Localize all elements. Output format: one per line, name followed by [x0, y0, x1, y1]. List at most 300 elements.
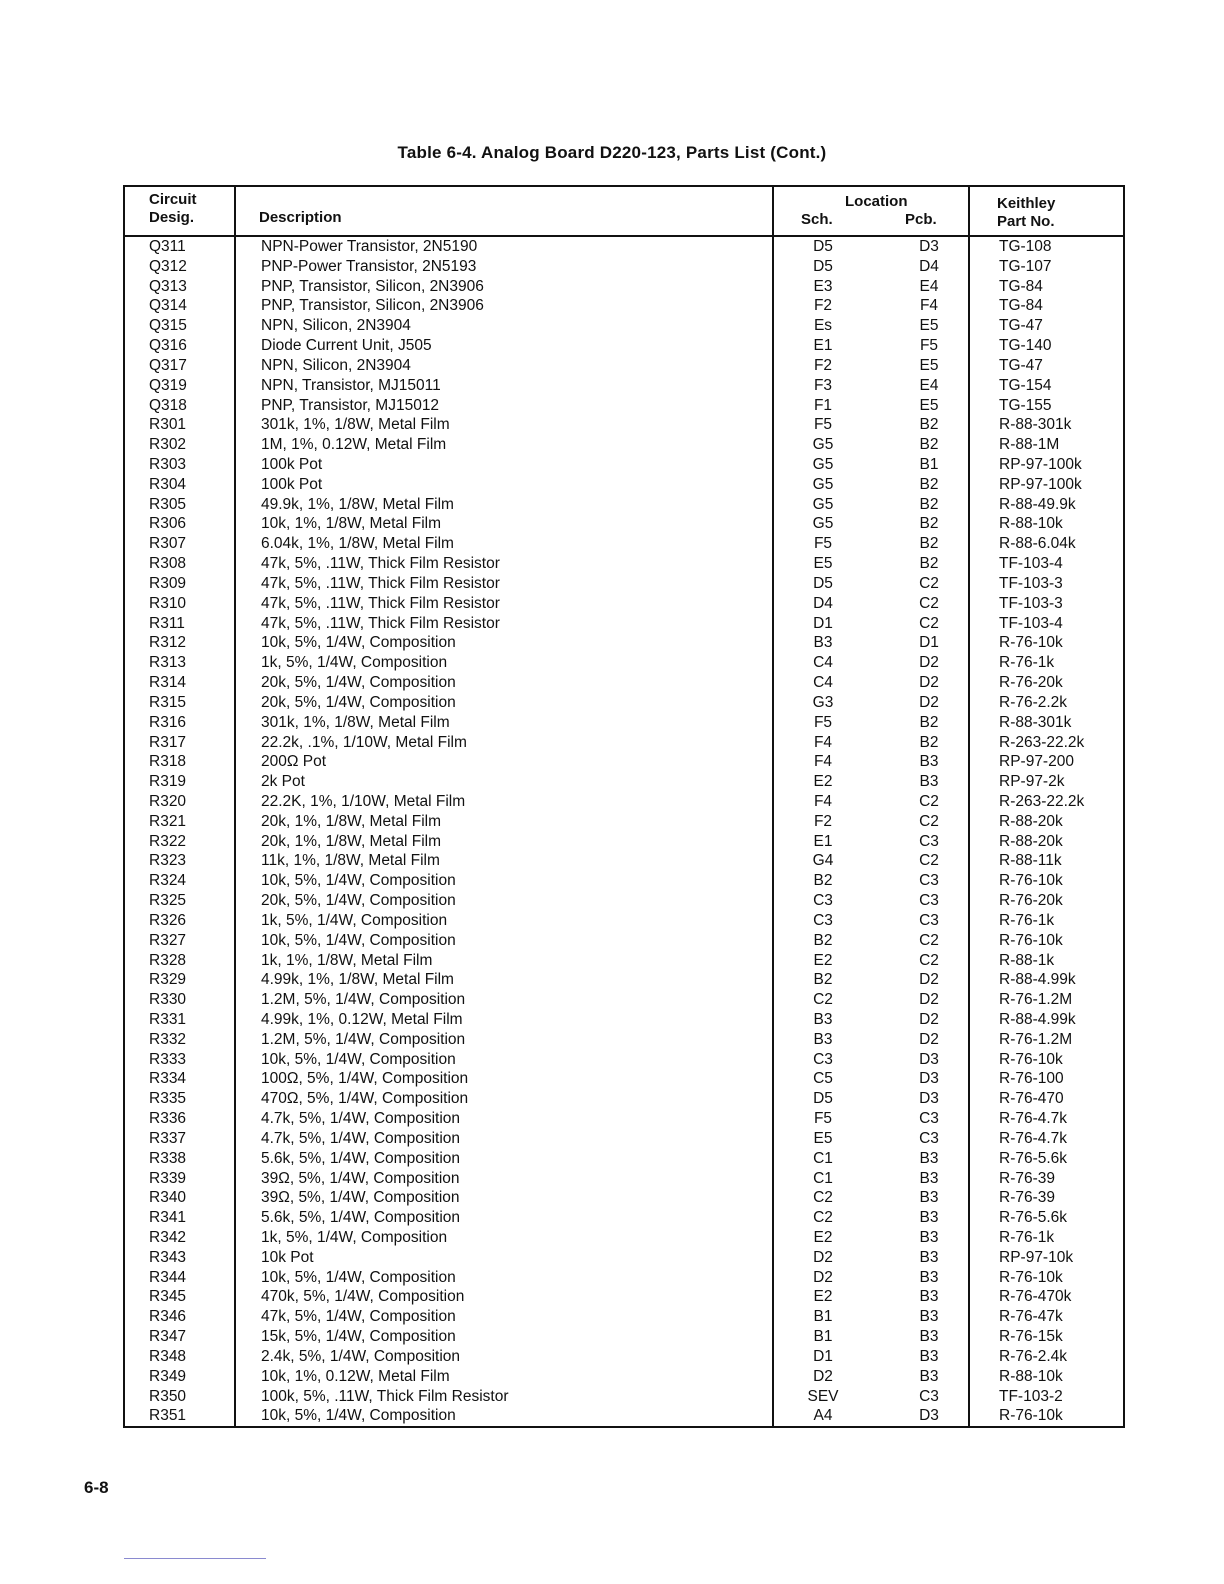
- keithley-part-no: R-76-2.4k: [999, 1347, 1068, 1365]
- keithley-part-no: R-76-100: [999, 1070, 1064, 1088]
- keithley-part-no: R-76-2.2k: [999, 693, 1068, 711]
- table-row: [125, 653, 1123, 673]
- table-row: [125, 792, 1123, 812]
- table-row: [125, 1069, 1123, 1089]
- part-description: 11k, 1%, 1/8W, Metal Film: [261, 852, 440, 870]
- circuit-designation: R326: [149, 911, 187, 929]
- circuit-designation: R339: [149, 1169, 187, 1187]
- keithley-part-no: R-76-10k: [999, 1268, 1063, 1286]
- keithley-part-no: RP-97-10k: [999, 1248, 1074, 1266]
- circuit-designation: R342: [149, 1229, 187, 1246]
- location-pcb: C3: [919, 1129, 939, 1147]
- location-pcb: D2: [919, 1030, 939, 1048]
- location-pcb: E4: [919, 277, 939, 295]
- location-sch: F4: [813, 792, 833, 810]
- part-description: 39Ω, 5%, 1/4W, Composition: [261, 1189, 460, 1207]
- table-row: [125, 1030, 1123, 1050]
- table-title: Table 6-4. Analog Board D220-123, Parts List (Cont.): [397, 143, 827, 162]
- location-pcb: C3: [919, 832, 939, 850]
- footer-rule: [124, 1558, 266, 1559]
- table-row: [125, 1287, 1123, 1307]
- keithley-part-no: R-76-39: [999, 1169, 1055, 1187]
- circuit-designation: R306: [149, 515, 187, 533]
- location-pcb: C3: [919, 911, 939, 929]
- header-part-no: Part No.: [997, 213, 1055, 230]
- location-sch: B3: [813, 1030, 833, 1048]
- location-pcb: D2: [919, 971, 939, 989]
- circuit-designation: R334: [149, 1070, 187, 1088]
- part-description: 100Ω, 5%, 1/4W, Composition: [261, 1070, 469, 1088]
- table-row: [125, 693, 1123, 713]
- keithley-part-no: R-76-47k: [999, 1308, 1063, 1326]
- part-description: 4.99k, 1%, 1/8W, Metal Film: [261, 971, 454, 989]
- location-sch: D5: [813, 257, 833, 275]
- circuit-designation: R331: [149, 1010, 187, 1028]
- location-pcb: B3: [919, 1268, 939, 1286]
- table-row: [125, 633, 1123, 653]
- keithley-part-no: TF-103-3: [999, 574, 1063, 592]
- keithley-part-no: TG-47: [999, 356, 1043, 374]
- keithley-part-no: R-88-1M: [999, 436, 1060, 454]
- table-row: [125, 415, 1123, 435]
- table-row: [125, 1188, 1123, 1208]
- table-row: [125, 871, 1123, 891]
- location-pcb: C2: [919, 594, 939, 612]
- location-sch: D2: [813, 1367, 833, 1385]
- part-description: 22.2K, 1%, 1/10W, Metal Film: [261, 792, 466, 810]
- location-sch: B1: [813, 1328, 833, 1346]
- part-description: 1k, 5%, 1/4W, Composition: [261, 654, 448, 672]
- location-sch: E2: [813, 773, 833, 791]
- part-description: 4.7k, 5%, 1/4W, Composition: [261, 1129, 461, 1147]
- part-description: 20k, 5%, 1/4W, Composition: [261, 892, 456, 910]
- circuit-designation: R327: [149, 931, 187, 949]
- circuit-designation: R301: [149, 416, 187, 434]
- table-row: [125, 1268, 1123, 1288]
- circuit-designation: Q315: [149, 317, 187, 335]
- table-row: [125, 1248, 1123, 1268]
- part-description: PNP, Transistor, MJ15012: [261, 396, 440, 414]
- circuit-designation: R312: [149, 634, 187, 652]
- location-sch: B2: [813, 872, 833, 890]
- header-pcb: Pcb.: [905, 211, 937, 228]
- table-row: [125, 1149, 1123, 1169]
- table-row: [125, 455, 1123, 475]
- circuit-designation: R350: [149, 1387, 187, 1405]
- table-row: [125, 673, 1123, 693]
- table-row: [125, 772, 1123, 792]
- table-row: [125, 752, 1123, 772]
- circuit-designation: R324: [149, 872, 187, 890]
- part-description: 10k, 5%, 1/4W, Composition: [261, 1050, 456, 1068]
- location-pcb: B2: [919, 515, 939, 533]
- location-pcb: B2: [919, 436, 939, 454]
- table-row: [125, 336, 1123, 356]
- table-row: [125, 277, 1123, 297]
- location-sch: D5: [813, 574, 833, 592]
- location-sch: C1: [813, 1169, 833, 1187]
- part-description: 10k, 5%, 1/4W, Composition: [261, 1268, 456, 1286]
- circuit-designation: R351: [149, 1407, 187, 1425]
- location-sch: E1: [813, 832, 833, 850]
- circuit-designation: R336: [149, 1110, 187, 1128]
- table-row: [125, 376, 1123, 396]
- keithley-part-no: R-76-39: [999, 1189, 1055, 1207]
- circuit-designation: R317: [149, 733, 187, 751]
- location-pcb: B3: [919, 1288, 939, 1306]
- circuit-designation: R330: [149, 991, 187, 1009]
- header-description: Description: [259, 209, 342, 226]
- keithley-part-no: RP-97-100k: [999, 456, 1082, 474]
- location-pcb: D1: [919, 634, 939, 652]
- part-description: PNP-Power Transistor, 2N5193: [261, 257, 477, 275]
- keithley-part-no: R-76-10k: [999, 1050, 1063, 1068]
- header-desig: Desig.: [149, 209, 195, 226]
- circuit-designation: Q316: [149, 337, 187, 355]
- table-row: [125, 475, 1123, 495]
- circuit-designation: R332: [149, 1030, 187, 1048]
- location-sch: G5: [812, 456, 834, 474]
- part-description: 4.7k, 5%, 1/4W, Composition: [261, 1110, 461, 1128]
- keithley-part-no: R-76-10k: [999, 634, 1063, 652]
- keithley-part-no: R-263-22.2k: [999, 733, 1085, 751]
- location-pcb: D2: [919, 693, 939, 711]
- circuit-designation: Q312: [149, 257, 187, 275]
- part-description: 49.9k, 1%, 1/8W, Metal Film: [261, 495, 454, 513]
- location-sch: D5: [813, 238, 833, 255]
- part-description: 1k, 1%, 1/8W, Metal Film: [261, 951, 433, 969]
- location-pcb: D2: [919, 674, 939, 692]
- location-sch: G4: [812, 852, 834, 870]
- circuit-designation: R349: [149, 1367, 187, 1385]
- location-pcb: B3: [919, 1149, 939, 1167]
- part-description: 6.04k, 1%, 1/8W, Metal Film: [261, 535, 454, 553]
- part-description: 47k, 5%, .11W, Thick Film Resistor: [261, 574, 500, 592]
- table-row: [125, 1089, 1123, 1109]
- table-row: [125, 1307, 1123, 1327]
- keithley-part-no: RP-97-200: [999, 753, 1074, 771]
- circuit-designation: Q313: [149, 277, 187, 295]
- circuit-designation: R328: [149, 951, 187, 969]
- circuit-designation: R320: [149, 792, 187, 810]
- keithley-part-no: R-76-470: [999, 1090, 1064, 1108]
- part-description: PNP, Transistor, Silicon, 2N3906: [261, 297, 484, 315]
- circuit-designation: R310: [149, 594, 187, 612]
- circuit-designation: R337: [149, 1129, 187, 1147]
- location-pcb: B3: [919, 773, 939, 791]
- part-description: 2.4k, 5%, 1/4W, Composition: [261, 1347, 461, 1365]
- keithley-part-no: R-76-470k: [999, 1288, 1072, 1306]
- location-pcb: C2: [919, 574, 939, 592]
- location-pcb: E5: [919, 396, 939, 414]
- location-pcb: B2: [919, 555, 939, 573]
- keithley-part-no: R-88-301k: [999, 713, 1072, 731]
- part-description: 10k, 5%, 1/4W, Composition: [261, 931, 456, 949]
- table-row: [125, 851, 1123, 871]
- location-sch: B2: [813, 931, 833, 949]
- circuit-designation: R316: [149, 713, 187, 731]
- keithley-part-no: R-88-301k: [999, 416, 1072, 434]
- location-pcb: C3: [919, 1387, 939, 1405]
- table-row: [125, 713, 1123, 733]
- location-pcb: B3: [919, 1308, 939, 1326]
- table-row: [125, 534, 1123, 554]
- keithley-part-no: R-76-1.2M: [999, 991, 1073, 1009]
- location-pcb: B3: [919, 1248, 939, 1266]
- circuit-designation: R325: [149, 892, 187, 910]
- location-sch: G5: [812, 495, 834, 513]
- location-pcb: B3: [919, 1169, 939, 1187]
- location-pcb: E4: [919, 376, 939, 394]
- location-pcb: E5: [919, 317, 939, 335]
- location-sch: D5: [813, 1090, 833, 1108]
- table-row: [125, 1169, 1123, 1189]
- keithley-part-no: R-88-10k: [999, 1367, 1063, 1385]
- keithley-part-no: TG-107: [999, 257, 1052, 275]
- table-row: [125, 237, 1123, 257]
- circuit-designation: R344: [149, 1268, 187, 1286]
- table-row: [125, 1129, 1123, 1149]
- location-sch: Es: [813, 317, 833, 335]
- part-description: Diode Current Unit, J505: [261, 337, 432, 355]
- table-row: [125, 970, 1123, 990]
- location-sch: G5: [812, 475, 834, 493]
- keithley-part-no: R-263-22.2k: [999, 792, 1085, 810]
- location-pcb: B3: [919, 1347, 939, 1365]
- circuit-designation: Q317: [149, 356, 187, 374]
- location-sch: E5: [813, 1129, 833, 1147]
- location-sch: F4: [813, 733, 833, 751]
- location-sch: E3: [813, 277, 833, 295]
- location-pcb: B2: [919, 475, 939, 493]
- location-pcb: D3: [919, 1070, 939, 1088]
- part-description: NPN, Transistor, MJ15011: [261, 376, 441, 394]
- location-pcb: B2: [919, 713, 939, 731]
- location-pcb: C2: [919, 614, 939, 632]
- location-sch: F1: [813, 396, 833, 414]
- location-pcb: C3: [919, 872, 939, 890]
- circuit-designation: R323: [149, 852, 187, 870]
- location-sch: G5: [812, 436, 834, 454]
- location-sch: E5: [813, 555, 833, 573]
- table-row: [125, 1050, 1123, 1070]
- circuit-designation: R341: [149, 1209, 187, 1227]
- parts-table: [123, 185, 1125, 1428]
- location-sch: C3: [813, 911, 833, 929]
- location-pcb: C2: [919, 812, 939, 830]
- part-description: 10k, 5%, 1/4W, Composition: [261, 872, 456, 890]
- keithley-part-no: R-76-1.2M: [999, 1030, 1073, 1048]
- location-pcb: D3: [919, 1090, 939, 1108]
- circuit-designation: R319: [149, 773, 187, 791]
- header-sch: Sch.: [801, 211, 833, 228]
- circuit-designation: R309: [149, 574, 187, 592]
- keithley-part-no: RP-97-100k: [999, 475, 1082, 493]
- location-sch: D2: [813, 1268, 833, 1286]
- circuit-designation: Q318: [149, 396, 187, 414]
- location-pcb: C2: [919, 931, 939, 949]
- table-row: [125, 911, 1123, 931]
- part-description: 20k, 1%, 1/8W, Metal Film: [261, 812, 442, 830]
- location-sch: E2: [813, 1229, 833, 1246]
- location-sch: C4: [813, 654, 833, 672]
- location-pcb: B2: [919, 416, 939, 434]
- location-sch: C1: [813, 1149, 833, 1167]
- location-pcb: D3: [919, 238, 939, 255]
- location-sch: C2: [813, 991, 833, 1009]
- keithley-part-no: RP-97-2k: [999, 773, 1065, 791]
- keithley-part-no: R-88-4.99k: [999, 971, 1076, 989]
- table-row: [125, 316, 1123, 336]
- keithley-part-no: TG-84: [999, 297, 1043, 315]
- keithley-part-no: R-88-49.9k: [999, 495, 1076, 513]
- part-description: 1.2M, 5%, 1/4W, Composition: [261, 991, 466, 1009]
- location-sch: B3: [813, 634, 833, 652]
- table-row: [125, 1406, 1123, 1426]
- table-row: [125, 1387, 1123, 1407]
- location-pcb: B3: [919, 1209, 939, 1227]
- keithley-part-no: R-88-11k: [999, 852, 1062, 870]
- part-description: 4.99k, 1%, 0.12W, Metal Film: [261, 1010, 463, 1028]
- location-sch: D1: [813, 614, 833, 632]
- table-row: [125, 614, 1123, 634]
- keithley-part-no: R-76-15k: [999, 1328, 1063, 1346]
- keithley-part-no: TG-108: [999, 238, 1052, 255]
- table-row: [125, 733, 1123, 753]
- keithley-part-no: TF-103-4: [999, 555, 1063, 573]
- circuit-designation: R313: [149, 654, 187, 672]
- location-pcb: B2: [919, 495, 939, 513]
- location-sch: F5: [813, 535, 833, 553]
- circuit-designation: R340: [149, 1189, 187, 1207]
- part-description: 200Ω Pot: [261, 753, 327, 771]
- location-sch: C3: [813, 892, 833, 910]
- table-row: [125, 1109, 1123, 1129]
- location-pcb: D3: [919, 1407, 939, 1425]
- part-description: 20k, 1%, 1/8W, Metal Film: [261, 832, 442, 850]
- part-description: 5.6k, 5%, 1/4W, Composition: [261, 1209, 461, 1227]
- header-location: Location: [845, 193, 908, 210]
- location-pcb: B3: [919, 1367, 939, 1385]
- page-number: 6-8: [84, 1478, 109, 1497]
- location-sch: F5: [813, 416, 833, 434]
- table-row: [125, 931, 1123, 951]
- part-description: 1k, 5%, 1/4W, Composition: [261, 1229, 448, 1246]
- table-row: [125, 554, 1123, 574]
- part-description: 10k, 1%, 0.12W, Metal Film: [261, 1367, 450, 1385]
- circuit-designation: R345: [149, 1288, 187, 1306]
- circuit-designation: Q319: [149, 376, 187, 394]
- location-pcb: C3: [919, 1110, 939, 1128]
- keithley-part-no: TG-47: [999, 317, 1043, 335]
- keithley-part-no: TG-155: [999, 396, 1052, 414]
- part-description: 20k, 5%, 1/4W, Composition: [261, 674, 456, 692]
- keithley-part-no: R-76-10k: [999, 1407, 1063, 1425]
- circuit-designation: R322: [149, 832, 187, 850]
- part-description: NPN-Power Transistor, 2N5190: [261, 238, 478, 255]
- circuit-designation: Q314: [149, 297, 187, 315]
- circuit-designation: R346: [149, 1308, 187, 1326]
- table-row: [125, 951, 1123, 971]
- table-row: [125, 514, 1123, 534]
- circuit-designation: R348: [149, 1347, 187, 1365]
- location-sch: G5: [812, 515, 834, 533]
- part-description: 47k, 5%, .11W, Thick Film Resistor: [261, 555, 500, 573]
- part-description: NPN, Silicon, 2N3904: [261, 317, 411, 335]
- part-description: 10k, 5%, 1/4W, Composition: [261, 634, 456, 652]
- keithley-part-no: TF-103-2: [999, 1387, 1063, 1405]
- table-row: [125, 891, 1123, 911]
- location-pcb: B2: [919, 535, 939, 553]
- circuit-designation: R304: [149, 475, 187, 493]
- table-row: [125, 812, 1123, 832]
- table-row: [125, 495, 1123, 515]
- circuit-designation: R338: [149, 1149, 187, 1167]
- location-pcb: F4: [919, 297, 939, 315]
- location-pcb: B1: [919, 456, 939, 474]
- location-sch: F5: [813, 1110, 833, 1128]
- location-pcb: B3: [919, 1229, 939, 1246]
- part-description: 100k Pot: [261, 456, 323, 474]
- circuit-designation: R343: [149, 1248, 187, 1266]
- location-sch: B2: [813, 971, 833, 989]
- location-pcb: B2: [919, 733, 939, 751]
- part-description: 470k, 5%, 1/4W, Composition: [261, 1288, 465, 1306]
- location-sch: C4: [813, 674, 833, 692]
- location-pcb: D2: [919, 654, 939, 672]
- part-description: 5.6k, 5%, 1/4W, Composition: [261, 1149, 461, 1167]
- keithley-part-no: R-76-1k: [999, 654, 1055, 672]
- table-row: [125, 257, 1123, 277]
- part-description: NPN, Silicon, 2N3904: [261, 356, 411, 374]
- location-pcb: C3: [919, 892, 939, 910]
- location-pcb: C2: [919, 951, 939, 969]
- table-row: [125, 396, 1123, 416]
- location-pcb: D2: [919, 1010, 939, 1028]
- location-sch: F5: [813, 713, 833, 731]
- part-description: 10k, 1%, 1/8W, Metal Film: [261, 515, 442, 533]
- keithley-part-no: R-76-5.6k: [999, 1149, 1068, 1167]
- part-description: 1M, 1%, 0.12W, Metal Film: [261, 436, 447, 454]
- circuit-designation: R311: [149, 614, 185, 632]
- keithley-part-no: TF-103-3: [999, 594, 1063, 612]
- part-description: 10k Pot: [261, 1248, 314, 1266]
- keithley-part-no: R-88-6.04k: [999, 535, 1076, 553]
- part-description: 1.2M, 5%, 1/4W, Composition: [261, 1030, 466, 1048]
- header-keithley: Keithley: [997, 195, 1056, 212]
- part-description: 2k Pot: [261, 773, 305, 791]
- location-pcb: C2: [919, 792, 939, 810]
- table-row: [125, 1367, 1123, 1387]
- location-sch: E1: [813, 337, 833, 355]
- keithley-part-no: R-76-10k: [999, 931, 1063, 949]
- location-sch: B3: [813, 1010, 833, 1028]
- table-row: [125, 832, 1123, 852]
- part-description: 301k, 1%, 1/8W, Metal Film: [261, 713, 450, 731]
- circuit-designation: R302: [149, 436, 187, 454]
- table-row: [125, 1010, 1123, 1030]
- circuit-designation: R315: [149, 693, 187, 711]
- keithley-part-no: R-76-4.7k: [999, 1110, 1068, 1128]
- location-sch: D2: [813, 1248, 833, 1266]
- table-row: [125, 296, 1123, 316]
- location-pcb: B3: [919, 1328, 939, 1346]
- keithley-part-no: R-76-20k: [999, 892, 1063, 910]
- location-sch: D1: [813, 1347, 833, 1365]
- location-sch: C5: [813, 1070, 833, 1088]
- table-row: [125, 435, 1123, 455]
- part-description: 10k, 5%, 1/4W, Composition: [261, 1407, 456, 1425]
